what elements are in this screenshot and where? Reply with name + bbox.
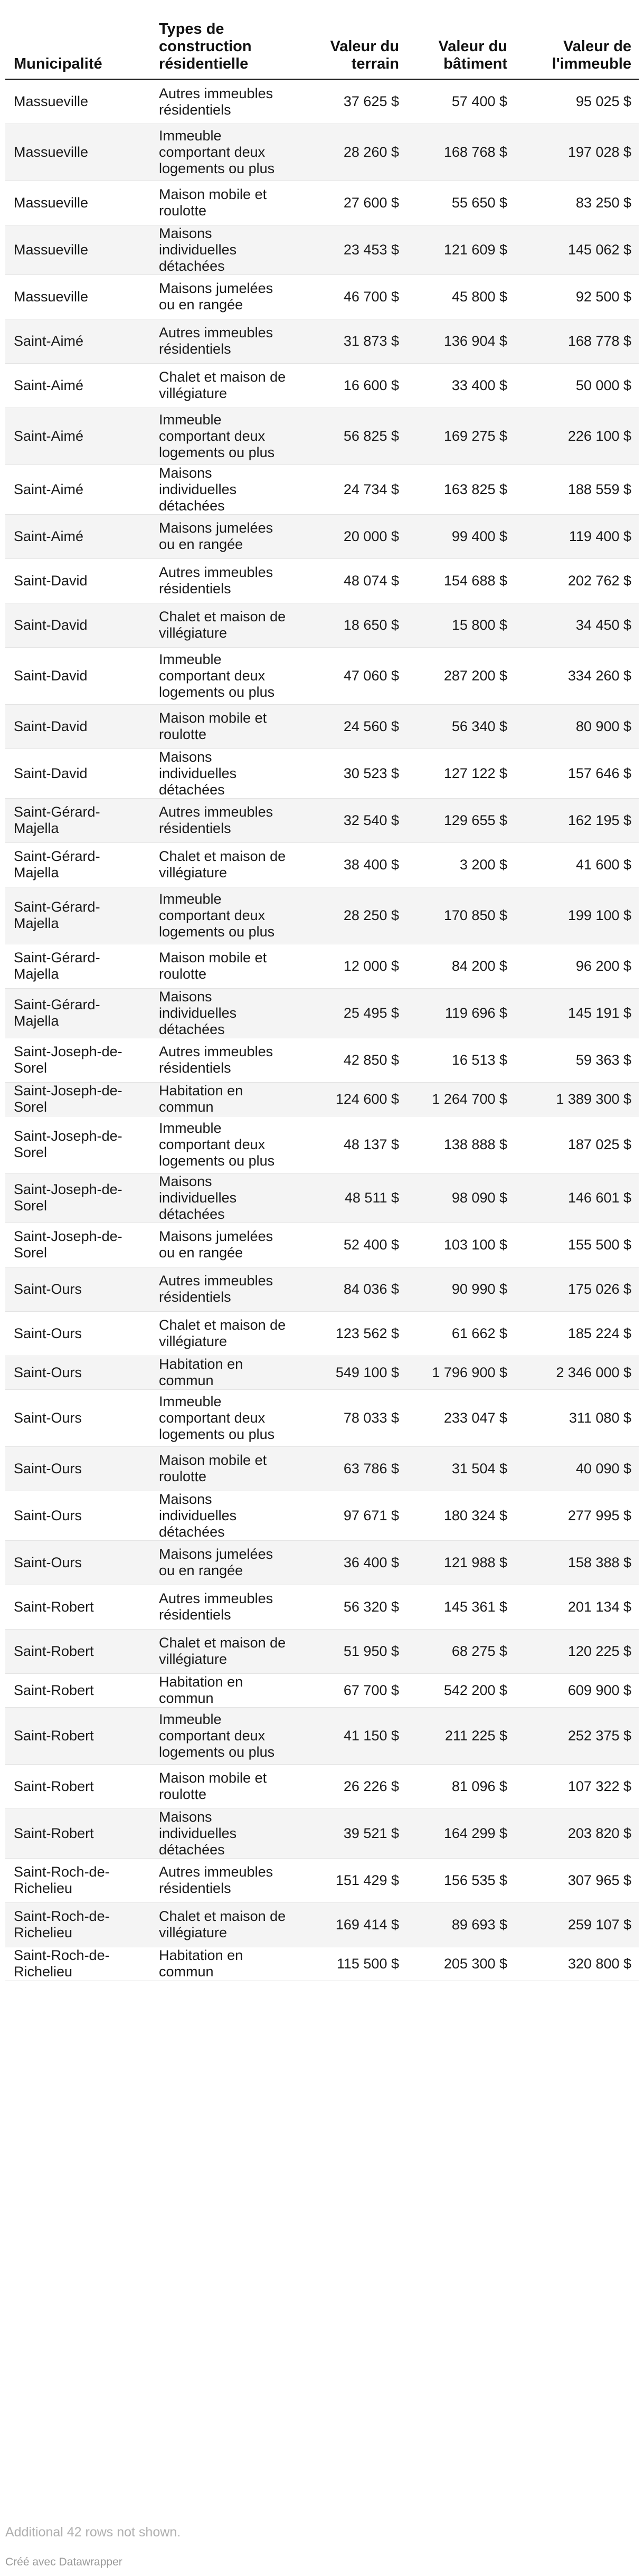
cell-property-value: 311 080 $ — [515, 1389, 639, 1446]
cell-property-value: 80 900 $ — [515, 704, 639, 749]
cell-property-value: 2 346 000 $ — [515, 1356, 639, 1389]
data-table — [5, 19, 639, 1981]
cell-land-value: 151 429 $ — [293, 1858, 406, 1902]
cell-construction-type: Chalet et maison de villégiature — [150, 1311, 293, 1356]
cell-property-value: 157 646 $ — [515, 749, 639, 798]
cell-land-value: 84 036 $ — [293, 1267, 406, 1311]
cell-building-value: 89 693 $ — [406, 1902, 515, 1947]
cell-property-value: 334 260 $ — [515, 647, 639, 704]
cell-property-value: 197 028 $ — [515, 124, 639, 181]
cell-land-value: 63 786 $ — [293, 1446, 406, 1491]
cell-municipality: Saint-Aimé — [5, 465, 150, 514]
table-row — [5, 1902, 639, 1947]
table-row — [5, 798, 639, 842]
table-row — [5, 1585, 639, 1629]
cell-property-value: 83 250 $ — [515, 181, 639, 225]
table-row — [5, 1389, 639, 1446]
cell-construction-type: Autres immeubles résidentiels — [150, 798, 293, 842]
cell-municipality: Saint-Ours — [5, 1267, 150, 1311]
cell-property-value: 188 559 $ — [515, 465, 639, 514]
table-row — [5, 1540, 639, 1585]
cell-land-value: 30 523 $ — [293, 749, 406, 798]
cell-construction-type: Maisons individuelles détachées — [150, 749, 293, 798]
table-row — [5, 124, 639, 181]
cell-municipality: Massueville — [5, 181, 150, 225]
cell-municipality: Saint-Robert — [5, 1585, 150, 1629]
cell-building-value: 84 200 $ — [406, 944, 515, 988]
header-building-value[interactable]: Valeur du bâtiment — [406, 19, 515, 79]
cell-property-value: 307 965 $ — [515, 1858, 639, 1902]
table-row — [5, 225, 639, 274]
table-row — [5, 1491, 639, 1540]
table-row — [5, 319, 639, 363]
cell-municipality: Massueville — [5, 274, 150, 319]
cell-construction-type: Immeuble comportant deux logements ou plus — [150, 408, 293, 465]
cell-land-value: 27 600 $ — [293, 181, 406, 225]
cell-building-value: 136 904 $ — [406, 319, 515, 363]
table-row — [5, 1446, 639, 1491]
cell-building-value: 211 225 $ — [406, 1707, 515, 1764]
cell-construction-type: Immeuble comportant deux logements ou plus — [150, 1707, 293, 1764]
cell-construction-type: Maisons individuelles détachées — [150, 465, 293, 514]
cell-municipality: Saint-David — [5, 558, 150, 603]
cell-construction-type: Autres immeubles résidentiels — [150, 558, 293, 603]
cell-property-value: 146 601 $ — [515, 1173, 639, 1223]
cell-property-value: 34 450 $ — [515, 603, 639, 647]
header-row — [5, 19, 639, 79]
cell-land-value: 38 400 $ — [293, 842, 406, 887]
cell-land-value: 123 562 $ — [293, 1311, 406, 1356]
cell-property-value: 59 363 $ — [515, 1038, 639, 1082]
cell-municipality: Saint-Joseph-de-Sorel — [5, 1173, 150, 1223]
cell-property-value: 259 107 $ — [515, 1902, 639, 1947]
cell-land-value: 549 100 $ — [293, 1356, 406, 1389]
header-property-value[interactable]: Valeur de l'immeuble — [515, 19, 639, 79]
cell-property-value: 203 820 $ — [515, 1808, 639, 1858]
data-table-container — [5, 19, 639, 1981]
cell-construction-type: Habitation en commun — [150, 1947, 293, 1981]
cell-construction-type: Immeuble comportant deux logements ou plus — [150, 887, 293, 944]
cell-land-value: 31 873 $ — [293, 319, 406, 363]
cell-land-value: 46 700 $ — [293, 274, 406, 319]
cell-property-value: 199 100 $ — [515, 887, 639, 944]
cell-building-value: 99 400 $ — [406, 514, 515, 558]
cell-municipality: Massueville — [5, 124, 150, 181]
table-row — [5, 887, 639, 944]
header-land-value[interactable]: Valeur du terrain — [293, 19, 406, 79]
cell-building-value: 103 100 $ — [406, 1223, 515, 1267]
cell-property-value: 168 778 $ — [515, 319, 639, 363]
cell-building-value: 121 609 $ — [406, 225, 515, 274]
cell-land-value: 47 060 $ — [293, 647, 406, 704]
cell-construction-type: Maison mobile et roulotte — [150, 1764, 293, 1808]
cell-municipality: Saint-Aimé — [5, 363, 150, 408]
cell-building-value: 31 504 $ — [406, 1446, 515, 1491]
cell-municipality: Massueville — [5, 79, 150, 124]
cell-property-value: 41 600 $ — [515, 842, 639, 887]
table-row — [5, 514, 639, 558]
cell-municipality: Saint-David — [5, 704, 150, 749]
cell-building-value: 180 324 $ — [406, 1491, 515, 1540]
cell-construction-type: Habitation en commun — [150, 1356, 293, 1389]
header-municipality[interactable]: Municipalité — [5, 19, 150, 79]
cell-property-value: 145 191 $ — [515, 988, 639, 1038]
cell-municipality: Saint-Aimé — [5, 319, 150, 363]
cell-construction-type: Autres immeubles résidentiels — [150, 319, 293, 363]
cell-building-value: 121 988 $ — [406, 1540, 515, 1585]
cell-municipality: Saint-Ours — [5, 1389, 150, 1446]
cell-property-value: 252 375 $ — [515, 1707, 639, 1764]
cell-municipality: Saint-Ours — [5, 1540, 150, 1585]
table-row — [5, 603, 639, 647]
cell-land-value: 115 500 $ — [293, 1947, 406, 1981]
cell-property-value: 185 224 $ — [515, 1311, 639, 1356]
cell-property-value: 1 389 300 $ — [515, 1082, 639, 1116]
table-row — [5, 1808, 639, 1858]
cell-municipality: Saint-Ours — [5, 1491, 150, 1540]
cell-building-value: 129 655 $ — [406, 798, 515, 842]
cell-property-value: 320 800 $ — [515, 1947, 639, 1981]
cell-municipality: Saint-David — [5, 603, 150, 647]
cell-land-value: 26 226 $ — [293, 1764, 406, 1808]
table-row — [5, 1947, 639, 1981]
cell-land-value: 25 495 $ — [293, 988, 406, 1038]
cell-municipality: Saint-Gérard-Majella — [5, 887, 150, 944]
cell-land-value: 24 560 $ — [293, 704, 406, 749]
cell-building-value: 61 662 $ — [406, 1311, 515, 1356]
cell-land-value: 39 521 $ — [293, 1808, 406, 1858]
cell-municipality: Saint-Robert — [5, 1808, 150, 1858]
cell-property-value: 202 762 $ — [515, 558, 639, 603]
cell-municipality: Saint-Aimé — [5, 408, 150, 465]
cell-property-value: 120 225 $ — [515, 1629, 639, 1673]
table-row — [5, 1764, 639, 1808]
cell-municipality: Saint-Roch-de-Richelieu — [5, 1902, 150, 1947]
cell-municipality: Saint-Aimé — [5, 514, 150, 558]
cell-building-value: 287 200 $ — [406, 647, 515, 704]
cell-construction-type: Chalet et maison de villégiature — [150, 363, 293, 408]
table-row — [5, 1038, 639, 1082]
table-row — [5, 1223, 639, 1267]
cell-construction-type: Autres immeubles résidentiels — [150, 1038, 293, 1082]
cell-property-value: 95 025 $ — [515, 79, 639, 124]
cell-building-value: 170 850 $ — [406, 887, 515, 944]
cell-land-value: 23 453 $ — [293, 225, 406, 274]
table-row — [5, 363, 639, 408]
cell-building-value: 57 400 $ — [406, 79, 515, 124]
cell-municipality: Saint-Robert — [5, 1707, 150, 1764]
cell-municipality: Saint-Joseph-de-Sorel — [5, 1082, 150, 1116]
cell-land-value: 12 000 $ — [293, 944, 406, 988]
cell-municipality: Saint-Joseph-de-Sorel — [5, 1116, 150, 1173]
cell-construction-type: Chalet et maison de villégiature — [150, 842, 293, 887]
table-row — [5, 1673, 639, 1707]
cell-property-value: 119 400 $ — [515, 514, 639, 558]
cell-building-value: 145 361 $ — [406, 1585, 515, 1629]
cell-building-value: 163 825 $ — [406, 465, 515, 514]
table-row — [5, 1629, 639, 1673]
cell-property-value: 609 900 $ — [515, 1673, 639, 1707]
cell-land-value: 124 600 $ — [293, 1082, 406, 1116]
cell-land-value: 28 260 $ — [293, 124, 406, 181]
table-row — [5, 558, 639, 603]
table-row — [5, 988, 639, 1038]
cell-building-value: 55 650 $ — [406, 181, 515, 225]
cell-municipality: Saint-Gérard-Majella — [5, 944, 150, 988]
cell-land-value: 97 671 $ — [293, 1491, 406, 1540]
cell-construction-type: Maisons individuelles détachées — [150, 1173, 293, 1223]
cell-construction-type: Maisons jumelées ou en rangée — [150, 1223, 293, 1267]
cell-construction-type: Maison mobile et roulotte — [150, 704, 293, 749]
cell-property-value: 201 134 $ — [515, 1585, 639, 1629]
cell-property-value: 107 322 $ — [515, 1764, 639, 1808]
table-row — [5, 274, 639, 319]
cell-building-value: 156 535 $ — [406, 1858, 515, 1902]
table-row — [5, 408, 639, 465]
table-row — [5, 944, 639, 988]
table-body — [5, 79, 639, 1981]
cell-building-value: 45 800 $ — [406, 274, 515, 319]
cell-land-value: 24 734 $ — [293, 465, 406, 514]
cell-building-value: 169 275 $ — [406, 408, 515, 465]
table-row — [5, 1311, 639, 1356]
table-row — [5, 842, 639, 887]
table-row — [5, 1858, 639, 1902]
cell-land-value: 48 074 $ — [293, 558, 406, 603]
cell-building-value: 205 300 $ — [406, 1947, 515, 1981]
cell-land-value: 16 600 $ — [293, 363, 406, 408]
cell-building-value: 90 990 $ — [406, 1267, 515, 1311]
cell-municipality: Saint-Joseph-de-Sorel — [5, 1223, 150, 1267]
table-notes: Additional 42 rows not shown. — [5, 2525, 181, 2540]
cell-property-value: 145 062 $ — [515, 225, 639, 274]
cell-municipality: Saint-Robert — [5, 1629, 150, 1673]
cell-construction-type: Immeuble comportant deux logements ou plus — [150, 1389, 293, 1446]
cell-construction-type: Habitation en commun — [150, 1673, 293, 1707]
cell-municipality: Saint-Gérard-Majella — [5, 842, 150, 887]
cell-property-value: 162 195 $ — [515, 798, 639, 842]
cell-property-value: 187 025 $ — [515, 1116, 639, 1173]
cell-municipality: Saint-David — [5, 749, 150, 798]
cell-municipality: Saint-Joseph-de-Sorel — [5, 1038, 150, 1082]
table-row — [5, 1707, 639, 1764]
cell-building-value: 168 768 $ — [406, 124, 515, 181]
cell-building-value: 1 264 700 $ — [406, 1082, 515, 1116]
cell-construction-type: Autres immeubles résidentiels — [150, 1585, 293, 1629]
cell-property-value: 96 200 $ — [515, 944, 639, 988]
cell-property-value: 40 090 $ — [515, 1446, 639, 1491]
cell-construction-type: Maisons individuelles détachées — [150, 1491, 293, 1540]
table-row — [5, 1116, 639, 1173]
cell-construction-type: Chalet et maison de villégiature — [150, 603, 293, 647]
cell-building-value: 68 275 $ — [406, 1629, 515, 1673]
cell-construction-type: Maison mobile et roulotte — [150, 1446, 293, 1491]
cell-property-value: 155 500 $ — [515, 1223, 639, 1267]
table-row — [5, 647, 639, 704]
cell-construction-type: Maisons jumelées ou en rangée — [150, 514, 293, 558]
cell-land-value: 18 650 $ — [293, 603, 406, 647]
cell-land-value: 56 320 $ — [293, 1585, 406, 1629]
cell-property-value: 277 995 $ — [515, 1491, 639, 1540]
cell-building-value: 542 200 $ — [406, 1673, 515, 1707]
table-row — [5, 1356, 639, 1389]
cell-building-value: 138 888 $ — [406, 1116, 515, 1173]
table-row — [5, 1267, 639, 1311]
cell-construction-type: Chalet et maison de villégiature — [150, 1902, 293, 1947]
table-row — [5, 1082, 639, 1116]
cell-land-value: 37 625 $ — [293, 79, 406, 124]
cell-land-value: 56 825 $ — [293, 408, 406, 465]
cell-building-value: 154 688 $ — [406, 558, 515, 603]
cell-construction-type: Autres immeubles résidentiels — [150, 79, 293, 124]
cell-property-value: 50 000 $ — [515, 363, 639, 408]
cell-municipality: Saint-Robert — [5, 1764, 150, 1808]
cell-municipality: Saint-David — [5, 647, 150, 704]
cell-construction-type: Maisons individuelles détachées — [150, 225, 293, 274]
cell-building-value: 164 299 $ — [406, 1808, 515, 1858]
cell-construction-type: Autres immeubles résidentiels — [150, 1267, 293, 1311]
cell-building-value: 119 696 $ — [406, 988, 515, 1038]
cell-land-value: 51 950 $ — [293, 1629, 406, 1673]
cell-building-value: 16 513 $ — [406, 1038, 515, 1082]
cell-construction-type: Autres immeubles résidentiels — [150, 1858, 293, 1902]
cell-land-value: 42 850 $ — [293, 1038, 406, 1082]
cell-building-value: 56 340 $ — [406, 704, 515, 749]
cell-municipality: Saint-Gérard-Majella — [5, 798, 150, 842]
cell-land-value: 36 400 $ — [293, 1540, 406, 1585]
cell-land-value: 78 033 $ — [293, 1389, 406, 1446]
cell-property-value: 175 026 $ — [515, 1267, 639, 1311]
cell-land-value: 48 137 $ — [293, 1116, 406, 1173]
table-row — [5, 181, 639, 225]
cell-municipality: Saint-Robert — [5, 1673, 150, 1707]
cell-building-value: 3 200 $ — [406, 842, 515, 887]
table-row — [5, 465, 639, 514]
cell-land-value: 20 000 $ — [293, 514, 406, 558]
cell-property-value: 226 100 $ — [515, 408, 639, 465]
table-row — [5, 79, 639, 124]
header-type[interactable]: Types de construction résidentielle — [150, 19, 293, 79]
cell-construction-type: Maisons jumelées ou en rangée — [150, 1540, 293, 1585]
cell-land-value: 169 414 $ — [293, 1902, 406, 1947]
cell-construction-type: Maisons individuelles détachées — [150, 988, 293, 1038]
cell-building-value: 98 090 $ — [406, 1173, 515, 1223]
cell-building-value: 81 096 $ — [406, 1764, 515, 1808]
cell-building-value: 127 122 $ — [406, 749, 515, 798]
cell-municipality: Saint-Ours — [5, 1311, 150, 1356]
table-row — [5, 704, 639, 749]
cell-property-value: 92 500 $ — [515, 274, 639, 319]
cell-building-value: 15 800 $ — [406, 603, 515, 647]
cell-construction-type: Maison mobile et roulotte — [150, 181, 293, 225]
cell-construction-type: Chalet et maison de villégiature — [150, 1629, 293, 1673]
datawrapper-credit: Créé avec Datawrapper — [5, 2556, 122, 2568]
cell-municipality: Saint-Roch-de-Richelieu — [5, 1947, 150, 1981]
cell-municipality: Massueville — [5, 225, 150, 274]
cell-municipality: Saint-Ours — [5, 1356, 150, 1389]
cell-construction-type: Maisons individuelles détachées — [150, 1808, 293, 1858]
table-header — [5, 19, 639, 79]
cell-municipality: Saint-Ours — [5, 1446, 150, 1491]
cell-construction-type: Immeuble comportant deux logements ou plus — [150, 124, 293, 181]
cell-land-value: 41 150 $ — [293, 1707, 406, 1764]
cell-construction-type: Maison mobile et roulotte — [150, 944, 293, 988]
cell-municipality: Saint-Roch-de-Richelieu — [5, 1858, 150, 1902]
cell-land-value: 67 700 $ — [293, 1673, 406, 1707]
cell-property-value: 158 388 $ — [515, 1540, 639, 1585]
cell-construction-type: Maisons jumelées ou en rangée — [150, 274, 293, 319]
cell-building-value: 1 796 900 $ — [406, 1356, 515, 1389]
table-row — [5, 1173, 639, 1223]
table-row — [5, 749, 639, 798]
cell-land-value: 28 250 $ — [293, 887, 406, 944]
cell-building-value: 233 047 $ — [406, 1389, 515, 1446]
cell-building-value: 33 400 $ — [406, 363, 515, 408]
cell-land-value: 32 540 $ — [293, 798, 406, 842]
cell-construction-type: Habitation en commun — [150, 1082, 293, 1116]
cell-land-value: 48 511 $ — [293, 1173, 406, 1223]
cell-land-value: 52 400 $ — [293, 1223, 406, 1267]
cell-construction-type: Immeuble comportant deux logements ou plus — [150, 1116, 293, 1173]
cell-municipality: Saint-Gérard-Majella — [5, 988, 150, 1038]
cell-construction-type: Immeuble comportant deux logements ou plus — [150, 647, 293, 704]
